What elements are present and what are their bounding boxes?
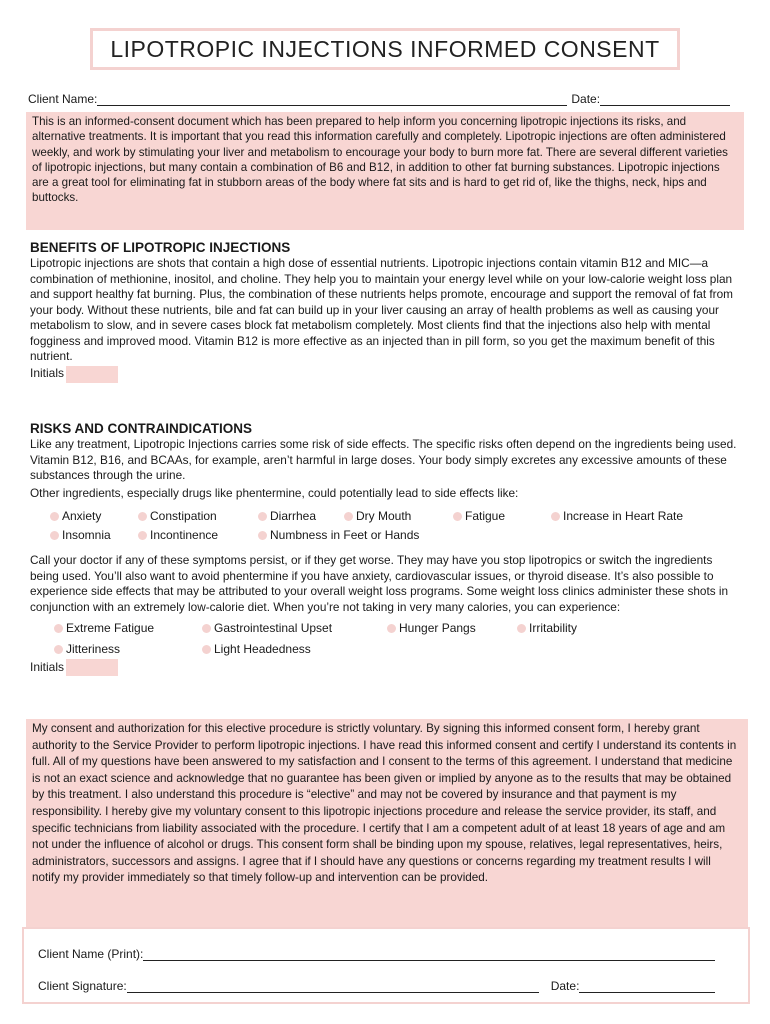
consent-text: My consent and authorization for this elective procedure is strictly voluntary. By signing this informed consent form, I hereby grant authority to the Service Provider to perform lipotropic injections. I have read this informed consent and certify I understand its contents in full. All of my questions have been answered to my satisfaction and I consent to the terms of this agreement. I understand that medicine is not an exact science and acknowledge that no guarantee has been given or implied by anyone as to the results that may be obtained by this treatment. I also understand this procedure is “elective” and may not be covered by insurance and that payment is my responsibility. I hereby give my voluntary consent to this lipotropic injections procedure and release the service provider, its staff, and specific technicians from liability associated with the procedure. I certify that I am a competent adult of at least 18 years of age and am not under the influence of alcohol or drugs. This consent form shall be binding upon my spouse, relatives, legal representatives, heirs, administrators, successors and assigns. I agree that if I should have any questions or concerns regarding my treatment results I will notify my provider immediately so that timely follow-up and intervention can be provided.	[32, 722, 737, 885]
risks-initials	[30, 659, 742, 676]
list-item: Dry Mouth	[344, 509, 411, 525]
client-print-row	[38, 943, 715, 961]
bullet-icon	[50, 512, 59, 521]
list-item: Light Headedness	[202, 642, 311, 658]
list-item: Incontinence	[138, 528, 218, 544]
client-signature-row	[38, 975, 715, 993]
list-item: Constipation	[138, 509, 217, 525]
bullet-icon	[258, 512, 267, 521]
list-item: Numbness in Feet or Hands	[258, 528, 419, 544]
bullet-icon	[344, 512, 353, 521]
client-signature-label: Client Signature:	[38, 979, 127, 993]
bullet-icon	[551, 512, 560, 521]
bullet-icon	[138, 512, 147, 521]
side-effects-list	[30, 501, 742, 543]
bullet-icon	[202, 645, 211, 654]
title-box	[90, 28, 680, 70]
bullet-icon	[50, 531, 59, 540]
list-item: Insomnia	[50, 528, 111, 544]
list-item: Irritability	[517, 621, 577, 637]
benefits-text: Lipotropic injections are shots that contain a high dose of essential nutrients. Lipotropic injections contain vitamin B12 and MIC—a combination of methionine, inositol, and choline. They help you to maintain your energy level while on your low-calorie weight loss plan and support healthy fat burning. Plus, the combination of these nutrients helps promote, encourage and support the removal of fat from your body. Without these nutrients, bile and fat can build up in your liver causing an array of health problems as well as causing your metabolism to slow, and in severe cases block fat metabolism completely. Most clients find that the injections also help with mental fogginess and improved mood. Vitamin B12 is more effective as an injected than in pill form, so you get the maximum benefit of this nutrient.	[30, 256, 733, 363]
bullet-icon	[54, 624, 63, 633]
list-item: Diarrhea	[258, 509, 316, 525]
list-item: Increase in Heart Rate	[551, 509, 683, 525]
list-item: Fatigue	[453, 509, 505, 525]
list-item: Anxiety	[50, 509, 101, 525]
bullet-icon	[517, 624, 526, 633]
list-item: Jitteriness	[54, 642, 120, 658]
list-item: Gastrointestinal Upset	[202, 621, 332, 637]
benefits-section	[30, 239, 742, 383]
page-title: LIPOTROPIC INJECTIONS INFORMED CONSENT	[110, 35, 660, 62]
bullet-icon	[258, 531, 267, 540]
bullet-icon	[138, 531, 147, 540]
client-print-label: Client Name (Print):	[38, 947, 144, 961]
signature-date-field[interactable]	[579, 980, 715, 993]
bullet-icon	[54, 645, 63, 654]
client-print-field[interactable]	[143, 948, 715, 961]
client-name-label: Client Name:	[28, 92, 98, 106]
list-item: Hunger Pangs	[387, 621, 476, 637]
client-name-field[interactable]	[97, 93, 567, 106]
client-info-line	[28, 88, 740, 106]
initials-label: Initials	[30, 366, 65, 381]
intro-box	[26, 112, 744, 230]
bullet-icon	[202, 624, 211, 633]
signature-date-label: Date:	[550, 979, 580, 993]
risks-text-3: Call your doctor if any of these symptoms persist, or if they get worse. They may have you stop lipotropics or switch the ingredients being used. You’ll also want to avoid phentermine if you have anxiety, cardiovascular issues, or thyroid disease. It’s also possible to experience side effects that may be attributed to your overall weight loss programs. Some weight loss clinics administer these shots in conjunction with an extremely low-calorie diet. When you’re not taking in very many calories, you can experience:	[30, 553, 729, 614]
benefits-heading: BENEFITS OF LIPOTROPIC INJECTIONS	[30, 240, 291, 255]
bullet-icon	[453, 512, 462, 521]
benefits-initials-field[interactable]	[66, 366, 118, 383]
benefits-initials	[30, 366, 742, 383]
date-label: Date:	[571, 92, 601, 106]
low-calorie-effects-list	[30, 615, 742, 657]
intro-text: This is an informed-consent document which has been prepared to help inform you concerning lipotropic injections its risks, and alternative treatments. It is important that you read this information carefully and completely. Lipotropic injections are often administered weekly, and work by stimulating your liver and metabolism to encourage your body to burn more fat. There are several different varieties of lipotropic injections, but many contain a combination of B6 and B12, in addition to other fat burning substances. Lipotropic injections are a great tool for eliminating fat in stubborn areas of the body where fat sits and is hard to get rid of, like the thighs, neck, hips and buttocks.	[32, 115, 728, 205]
risks-initials-field[interactable]	[66, 659, 118, 676]
risks-text-1: Like any treatment, Lipotropic Injections carries some risk of side effects. The specific risks often depend on the ingredients being used. Vitamin B12, B16, and BCAAs, for example, aren’t harmful in large doses. Your body simply excretes any excessive amounts of these substances through the urine.	[30, 437, 737, 482]
risks-section	[30, 420, 742, 676]
consent-box	[26, 719, 748, 928]
client-signature-field[interactable]	[127, 980, 539, 993]
signature-block	[22, 927, 750, 1004]
date-field[interactable]	[600, 93, 730, 106]
risks-heading: RISKS AND CONTRAINDICATIONS	[30, 421, 252, 436]
list-item: Extreme Fatigue	[54, 621, 154, 637]
risks-text-2: Other ingredients, especially drugs like phentermine, could potentially lead to side effects like:	[30, 485, 519, 500]
initials-label: Initials	[30, 659, 65, 674]
bullet-icon	[387, 624, 396, 633]
